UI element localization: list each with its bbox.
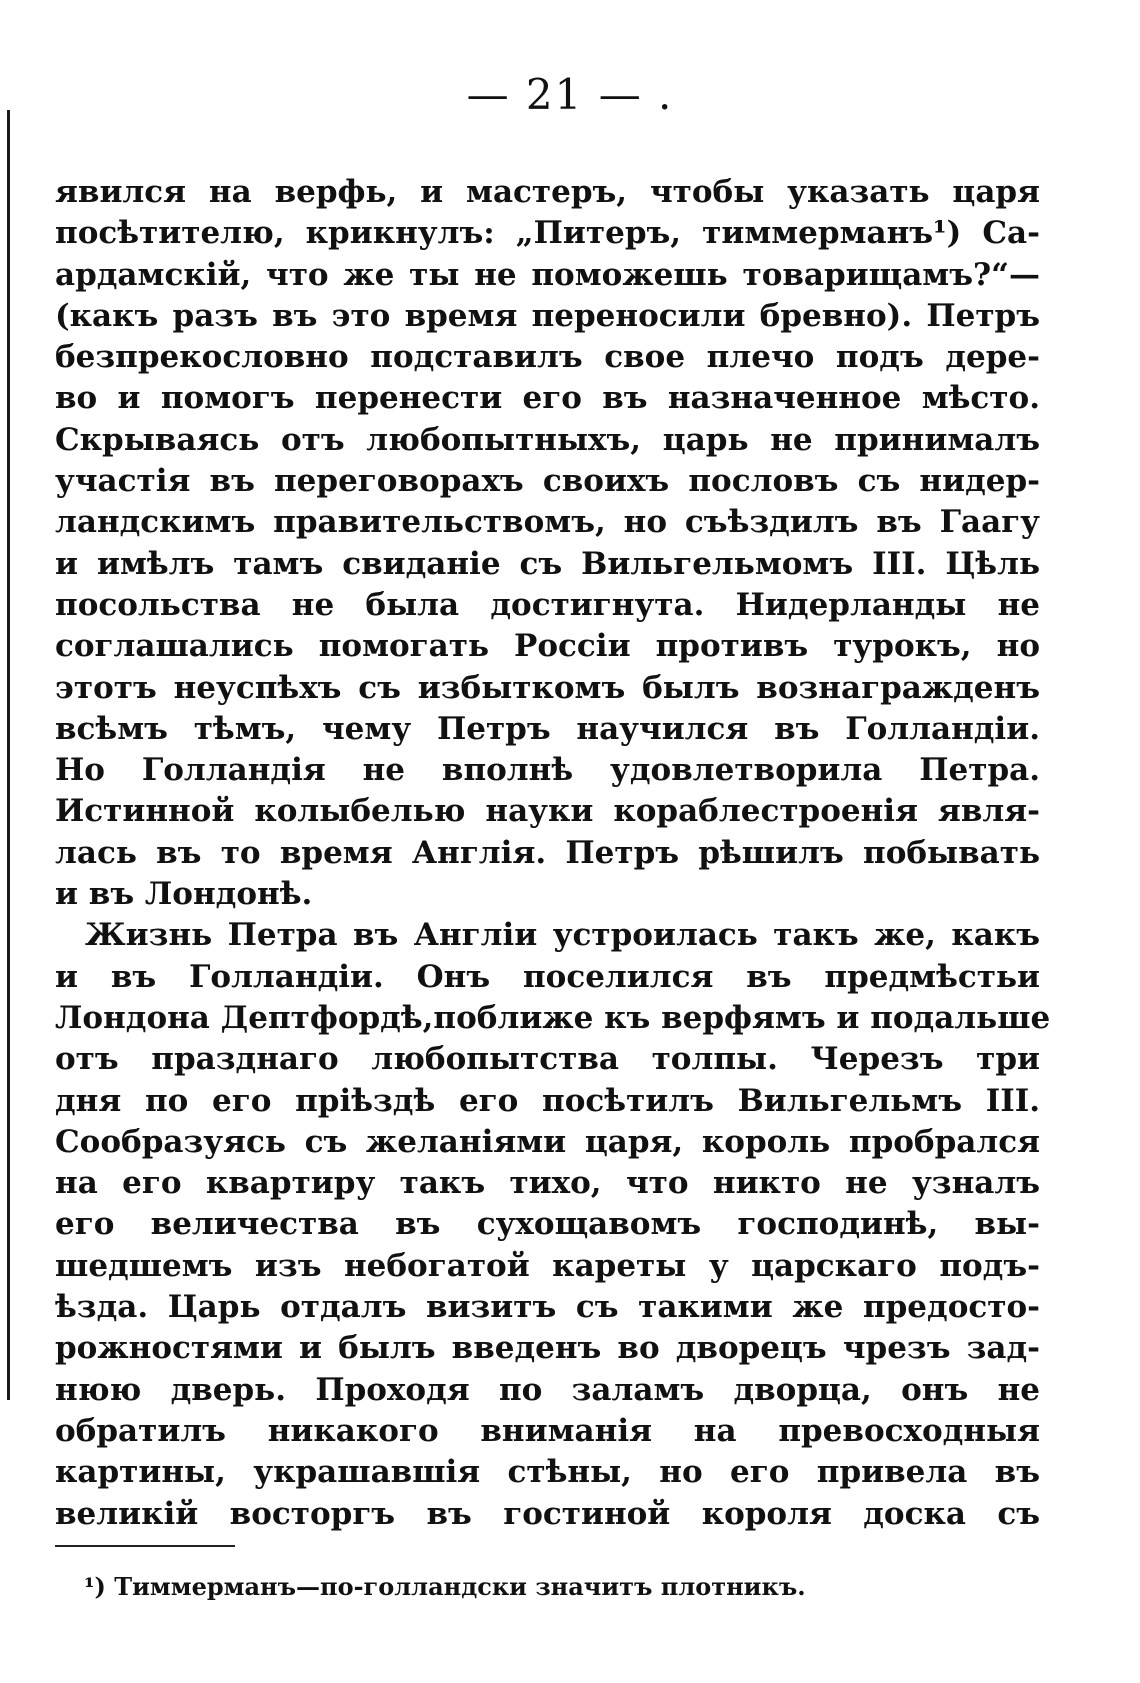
text-line: его величества въ сухощавомъ господинѣ, вы- (55, 1206, 1040, 1243)
text-line: во и помогъ перенести его въ назначенное мѣсто. (55, 380, 1040, 417)
text-line: рожностями и былъ введенъ во дворецъ чрезъ зад- (55, 1330, 1040, 1367)
text-line: и въ Голландіи. Онъ поселился въ предмѣстьи (55, 958, 1040, 995)
text-line: и имѣлъ тамъ свиданіе съ Вильгельмомъ III. Цѣль (55, 545, 1040, 582)
text-line: Сообразуясь съ желаніями царя, король пробрался (55, 1123, 1040, 1160)
text-line-paragraph-start: Жизнь Петра въ Англіи устроилась такъ же, какъ (85, 917, 1040, 954)
text-line: дня по его пріѣздѣ его посѣтилъ Вильгельмъ III. (55, 1082, 1040, 1119)
text-line: посольства не была достигнута. Нидерланды не (55, 586, 1040, 623)
binding-edge-line (7, 110, 10, 1400)
text-line: шедшемъ изъ небогатой кареты у царскаго подъ- (55, 1247, 1040, 1284)
text-line: посѣтителю, крикнулъ: „Питеръ, тиммерманъ¹) Са- (55, 215, 1040, 252)
text-line: ѣзда. Царь отдалъ визитъ съ такими же предосто- (55, 1289, 1040, 1326)
text-line: ландскимъ правительствомъ, но съѣздилъ въ Гаагу (55, 504, 1040, 541)
text-line: нюю дверь. Проходя по заламъ дворца, онъ не (55, 1371, 1040, 1408)
text-line: участія въ переговорахъ своихъ пословъ съ нидер- (55, 463, 1040, 500)
footnote-divider (55, 1545, 235, 1547)
text-line: великій восторгъ въ гостиной короля доска съ (55, 1495, 1040, 1532)
footnote: ¹) Тиммерманъ—по-голландски значитъ плотникъ. (84, 1572, 806, 1601)
text-line: обратилъ никакого вниманія на превосходныя (55, 1412, 1040, 1449)
text-line: лась въ то время Англія. Петръ рѣшилъ побывать (55, 834, 1040, 871)
text-line: соглашались помогать Россіи противъ турокъ, но (55, 628, 1040, 665)
text-line: Истинной колыбелью науки кораблестроенія явля- (55, 793, 1040, 830)
text-line: Но Голландія не вполнѣ удовлетворила Петра. (55, 752, 1040, 789)
text-line: Лондона Дептфордѣ,поближе къ верфямъ и подальше (55, 999, 1051, 1036)
text-line: отъ празднаго любопытства толпы. Черезъ три (55, 1041, 1040, 1078)
body-text (55, 172, 1051, 1535)
page-number: — 21 — . (466, 70, 674, 119)
text-line: безпрекословно подставилъ свое плечо подъ дере- (55, 339, 1040, 376)
text-line: явился на верфь, и мастеръ, чтобы указать царя (55, 174, 1040, 210)
text-line: картины, украшавшія стѣны, но его привела въ (55, 1454, 1040, 1491)
text-line: на его квартиру такъ тихо, что никто не узналъ (55, 1165, 1040, 1202)
text-line: Скрываясь отъ любопытныхъ, царь не принималъ (55, 421, 1040, 458)
text-line: (какъ разъ въ это время переносили бревно). Петръ (55, 297, 1040, 334)
text-line-paragraph-end: и въ Лондонѣ. (55, 876, 313, 913)
text-line: всѣмъ тѣмъ, чему Петръ научился въ Голландіи. (55, 710, 1040, 747)
text-line: этотъ неуспѣхъ съ избыткомъ былъ вознагражденъ (55, 669, 1040, 706)
text-line: ардамскій, что же ты не поможешь товарищамъ?“— (55, 256, 1040, 293)
